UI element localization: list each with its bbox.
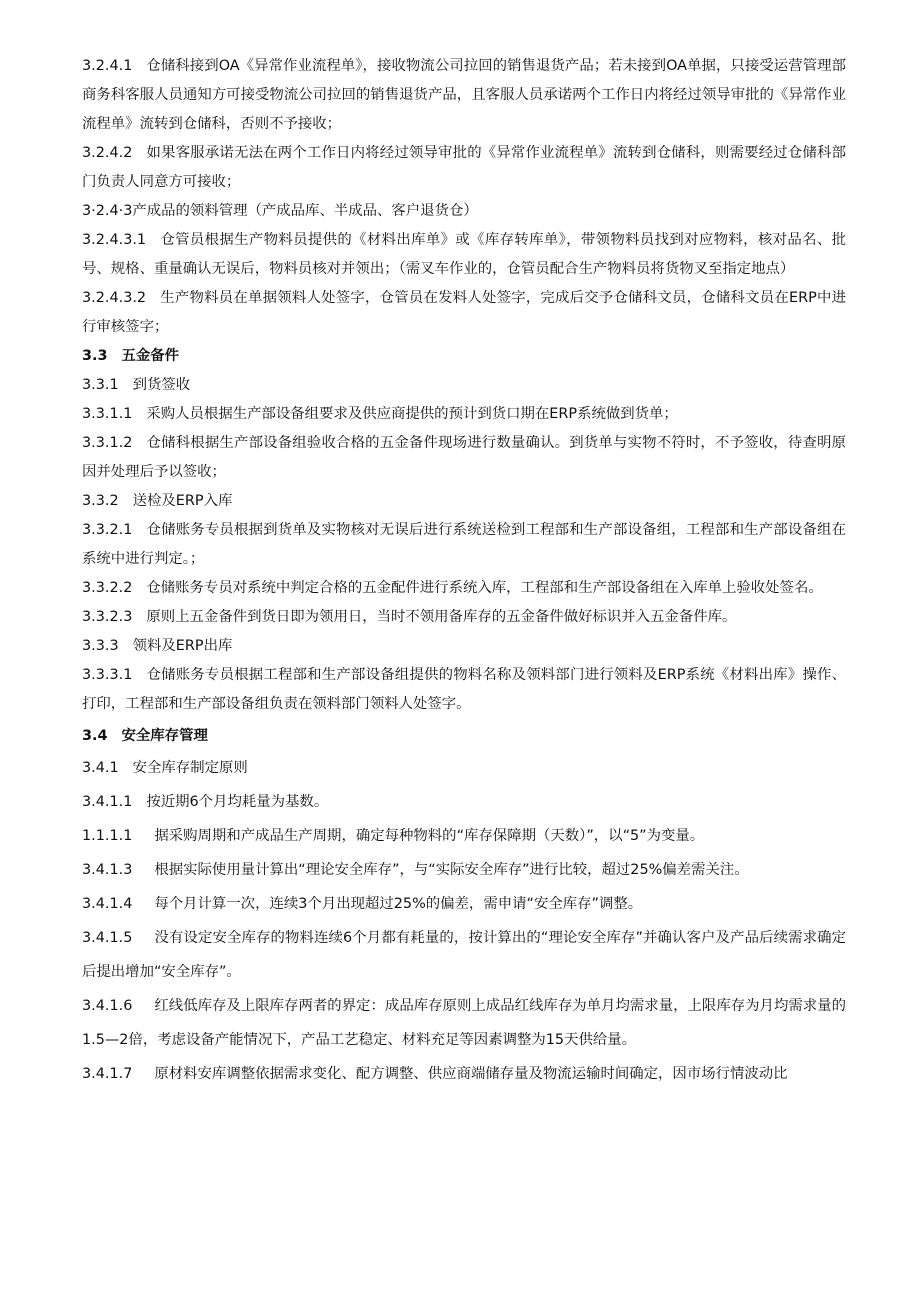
paragraph-text: 如果客服承诺无法在两个工作日内将经过领导审批的《异常作业流程单》流转到仓储科，则需要经过仓储科部门负责人同意方可接收； — [82, 145, 846, 190]
paragraph-3-2-4-1 — [82, 52, 846, 139]
section-number: 3.3.3 — [82, 638, 119, 654]
paragraph-text: 红线低库存及上限库存两者的界定：成品库存原则上成品红线库存为单月均需求量，上限库存为月均需求量的1.5—2倍，考虑设备产能情况下，产品工艺稳定、材料充足等因素调整为15天供给量。 — [82, 998, 846, 1048]
section-number: 3.3.2 — [82, 493, 119, 509]
paragraph-text: 产成品的领料管理（产成品库、半成品、客户退货仓） — [132, 203, 478, 219]
heading-3-3 — [82, 342, 846, 371]
section-number: 3·2.4·3 — [82, 203, 133, 219]
paragraph-3-4-1-3 — [82, 853, 846, 887]
paragraph-1-1-1-1 — [82, 819, 846, 853]
document-page — [82, 52, 846, 1091]
paragraph-text: 采购人员根据生产部设备组要求及供应商提供的预计到货口期在ERP系统做到货单； — [146, 406, 678, 422]
paragraph-3-3-2-1 — [82, 516, 846, 574]
section-number: 3.3 — [82, 348, 108, 364]
paragraph-3-2-4-3-1 — [82, 226, 846, 284]
section-number: 3.3.2.2 — [82, 580, 133, 596]
section-number: 3.4.1.7 — [82, 1066, 133, 1082]
paragraph-text: 仓储账务专员根据工程部和生产部设备组提供的物料名称及领料部门进行领料及ERP系统《材料出库》操作、打印，工程部和生产部设备组负责在领料部门领料人处签字。 — [82, 667, 846, 712]
heading-text: 五金备件 — [121, 348, 180, 364]
paragraph-3-4-1-4 — [82, 887, 846, 921]
paragraph-3-3-3-1 — [82, 661, 846, 719]
section-number: 3.4.1.1 — [82, 794, 133, 810]
heading-text: 送检及ERP入库 — [132, 493, 233, 509]
paragraph-3-2-4-2 — [82, 139, 846, 197]
section-number: 3.4.1.6 — [82, 998, 133, 1014]
paragraph-text: 按近期6个月均耗量为基数。 — [146, 794, 329, 810]
heading-3-3-3 — [82, 632, 846, 661]
heading-text: 安全库存制定原则 — [132, 760, 248, 776]
paragraph-3-3-1-2 — [82, 429, 846, 487]
paragraph-text: 生产物料员在单据领料人处签字，仓管员在发料人处签字，完成后交予仓储科文员，仓储科文员在ERP中进行审核签字； — [82, 290, 846, 335]
paragraph-text: 仓管员根据生产物料员提供的《材料出库单》或《库存转库单》，带领物料员找到对应物料，核对品名、批号、规格、重量确认无误后，物料员核对并领出；（需叉车作业的，仓管员配合生产物料员将货物叉至指定地点） — [82, 232, 846, 277]
section-number: 3.4.1.5 — [82, 930, 133, 946]
heading-3-4-1 — [82, 751, 846, 785]
paragraph-3-4-1-6 — [82, 989, 846, 1057]
section-number: 3.3.1.1 — [82, 406, 133, 422]
section-number: 3.2.4.1 — [82, 58, 133, 74]
paragraph-text: 仓储账务专员根据到货单及实物核对无误后进行系统送检到工程部和生产部设备组，工程部和生产部设备组在系统中进行判定。； — [82, 522, 846, 567]
heading-3-4 — [82, 722, 846, 751]
paragraph-text: 每个月计算一次，连续3个月出现超过25%的偏差，需申请“安全库存”调整。 — [154, 896, 643, 912]
paragraph-3-4-1-5 — [82, 921, 846, 989]
paragraph-3-4-1-7 — [82, 1057, 846, 1091]
section-number: 3.4 — [82, 728, 108, 744]
paragraph-text: 仓储科根据生产部设备组验收合格的五金备件现场进行数量确认。到货单与实物不符时，不予签收，待查明原因并处理后予以签收； — [82, 435, 846, 480]
section-number: 3.4.1.3 — [82, 862, 133, 878]
heading-3-3-2 — [82, 487, 846, 516]
section-number: 3.2.4.3.2 — [82, 290, 147, 306]
paragraph-text: 根据实际使用量计算出“理论安全库存”，与“实际安全库存”进行比较，超过25%偏差需关注。 — [154, 862, 749, 878]
heading-3-3-1 — [82, 371, 846, 400]
paragraph-text: 没有设定安全库存的物料连续6个月都有耗量的，按计算出的“理论安全库存”并确认客户及产品后续需求确定后提出增加“安全库存”。 — [82, 930, 846, 980]
section-number: 1.1.1.1 — [82, 828, 133, 844]
paragraph-text: 仓储账务专员对系统中判定合格的五金配件进行系统入库，工程部和生产部设备组在入库单上验收处签名。 — [146, 580, 823, 596]
section-number: 3.3.2.3 — [82, 609, 133, 625]
paragraph-text: 仓储科接到OA《异常作业流程单》，接收物流公司拉回的销售退货产品；若未接到OA单据，只接受运营管理部商务科客服人员通知方可接受物流公司拉回的销售退货产品，且客服人员承诺两个工作日内将经过领导审批的《异常作业流程单》流转到仓储科，否则不予接收； — [82, 58, 846, 132]
heading-text: 领料及ERP出库 — [132, 638, 233, 654]
paragraph-3-2-4-3 — [82, 197, 846, 226]
paragraph-3-3-2-3 — [82, 603, 846, 632]
paragraph-3-4-1-1 — [82, 785, 846, 819]
heading-text: 到货签收 — [132, 377, 191, 393]
paragraph-3-2-4-3-2 — [82, 284, 846, 342]
paragraph-3-3-1-1 — [82, 400, 846, 429]
section-number: 3.3.2.1 — [82, 522, 133, 538]
section-number: 3.4.1 — [82, 760, 119, 776]
paragraph-3-3-2-2 — [82, 574, 846, 603]
section-number: 3.3.1.2 — [82, 435, 133, 451]
paragraph-text: 原则上五金备件到货日即为领用日，当时不领用备库存的五金备件做好标识并入五金备件库。 — [146, 609, 737, 625]
paragraph-text: 原材料安库调整依据需求变化、配方调整、供应商端储存量及物流运输时间确定，因市场行情波动比 — [154, 1066, 788, 1082]
section-number: 3.3.1 — [82, 377, 119, 393]
section-number: 3.2.4.3.1 — [82, 232, 147, 248]
section-number: 3.4.1.4 — [82, 896, 133, 912]
section-number: 3.3.3.1 — [82, 667, 133, 683]
heading-text: 安全库存管理 — [121, 728, 208, 744]
paragraph-text: 据采购周期和产成品生产周期，确定每种物料的“库存保障期（天数）”，以“5”为变量。 — [154, 828, 705, 844]
section-number: 3.2.4.2 — [82, 145, 133, 161]
